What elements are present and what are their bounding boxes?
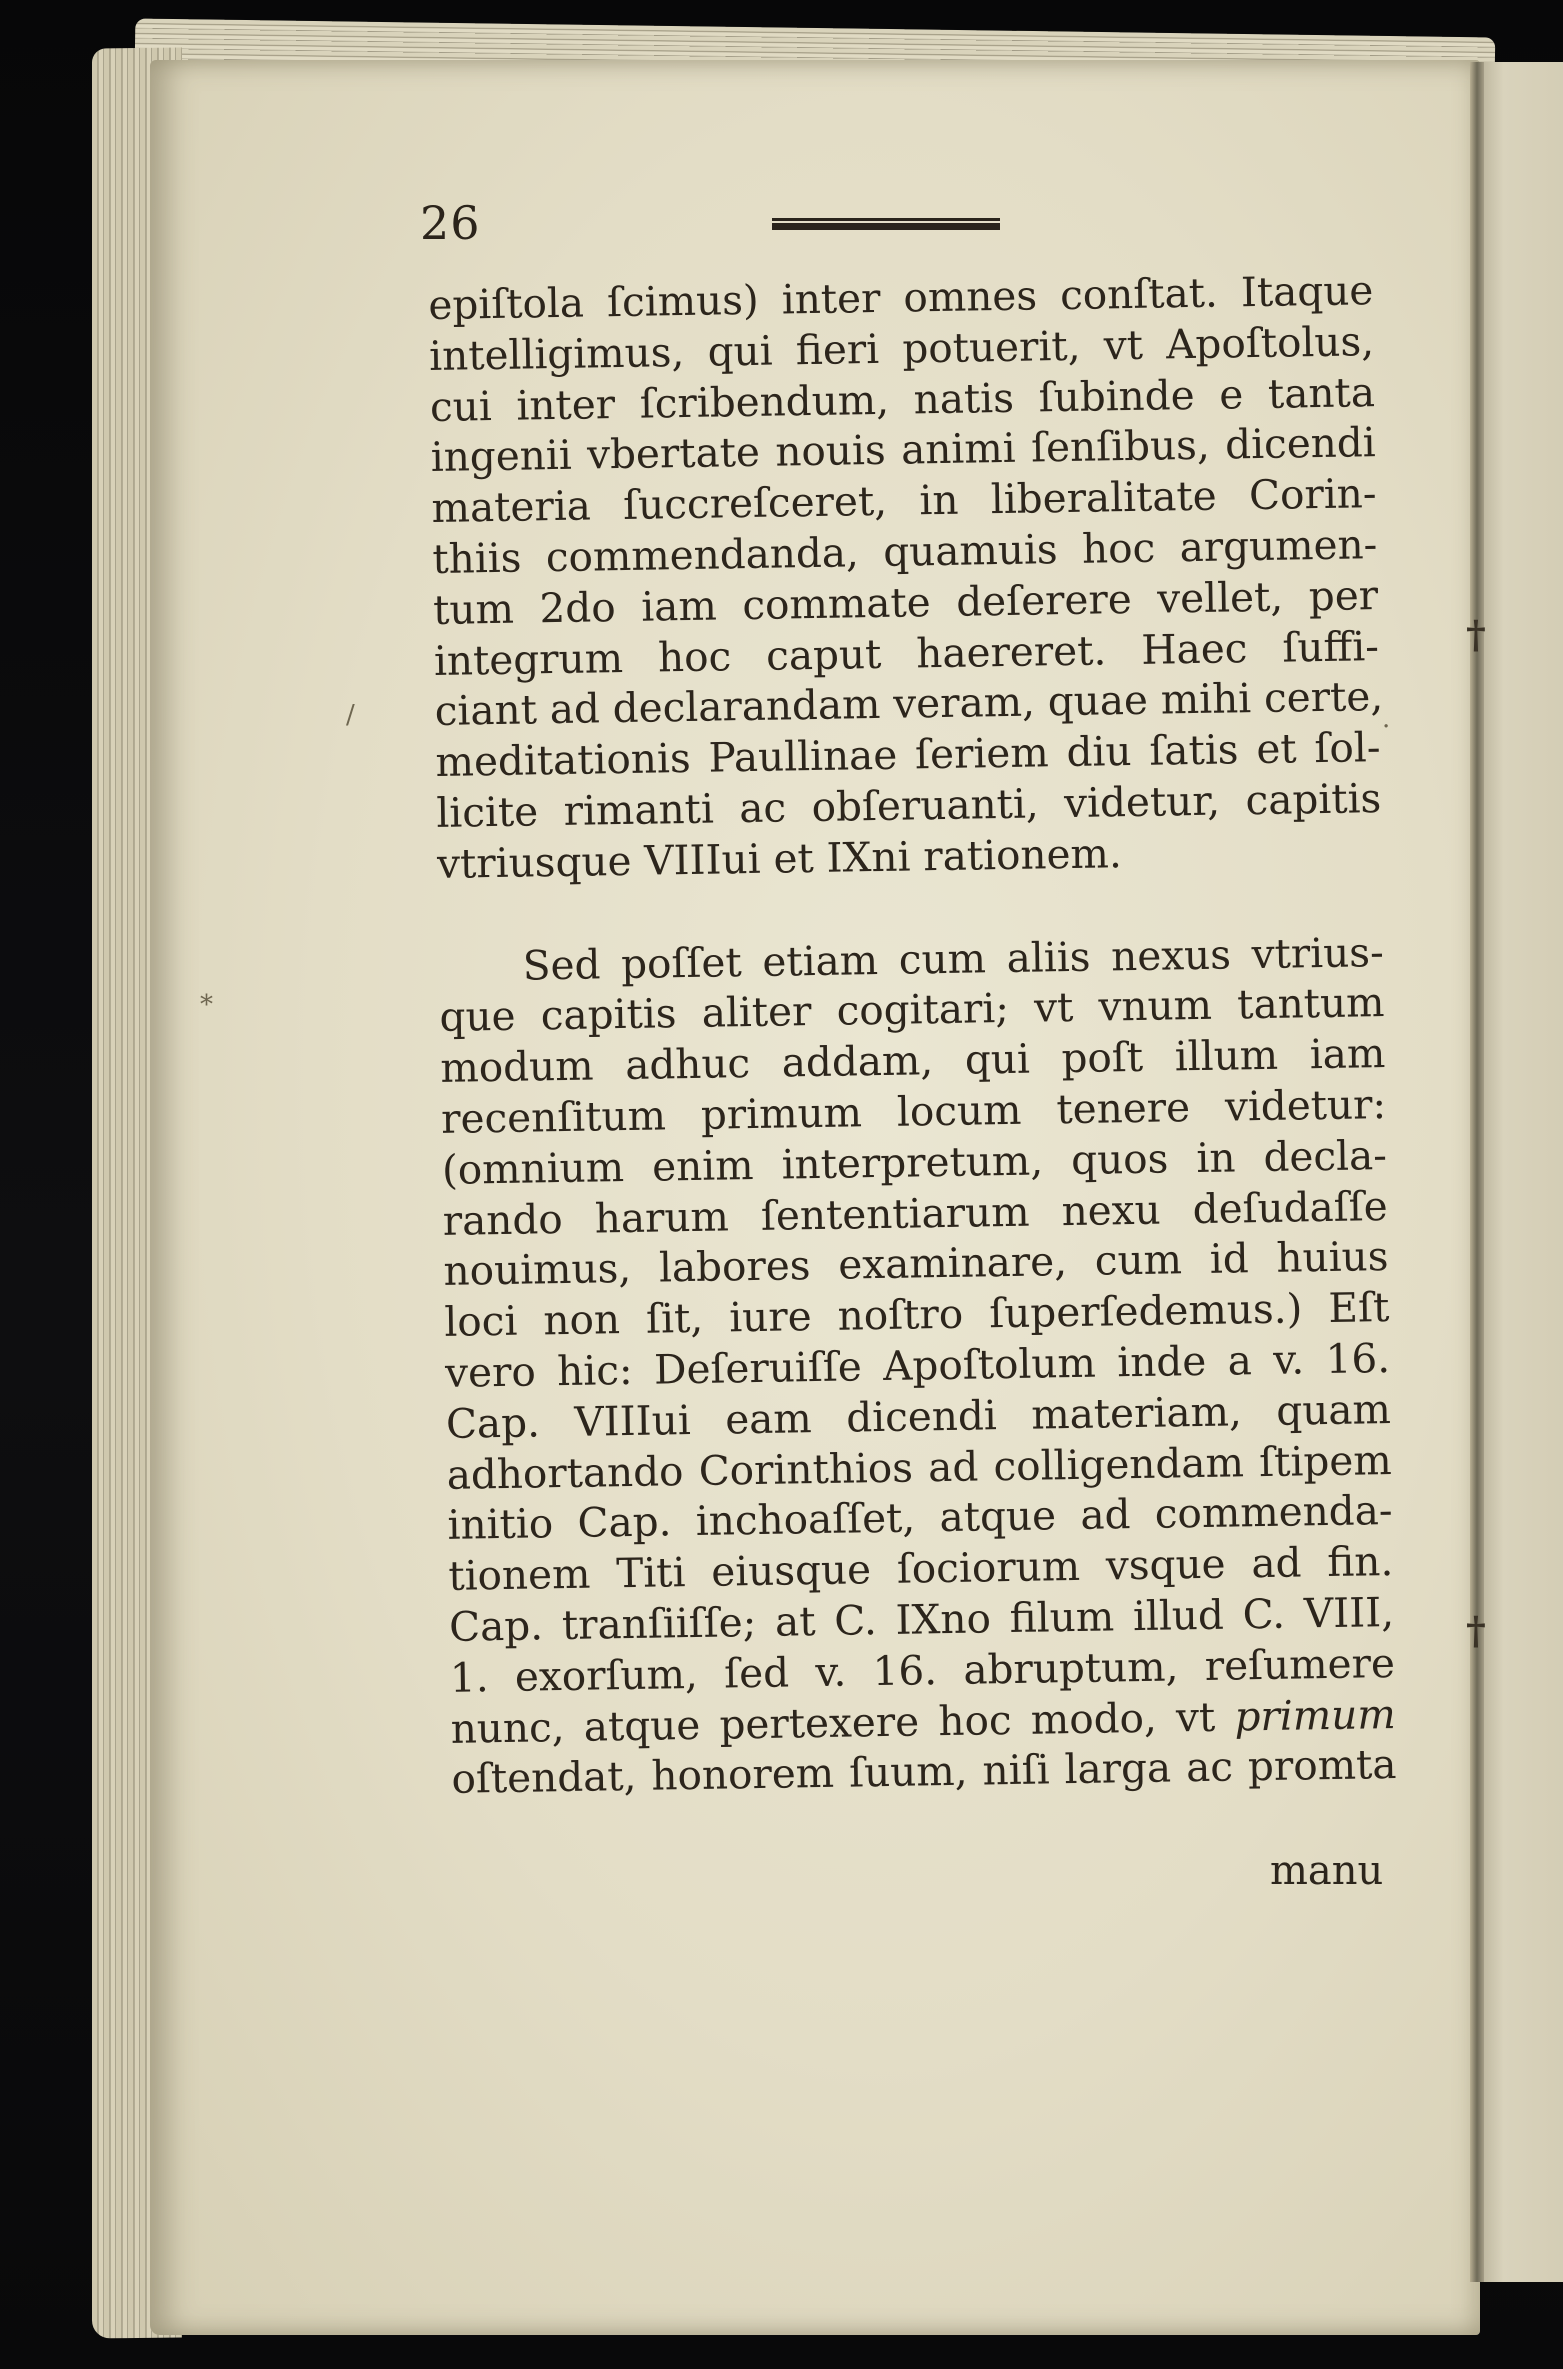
text-line: (omnium enim interpretum, quos in decla- — [441, 1130, 1388, 1194]
header-rule — [772, 218, 1000, 230]
text-line: tionem Titi eiusque ſociorum vsque ad fin. — [447, 1537, 1394, 1600]
body-text — [428, 265, 1397, 1805]
ink-speck: * — [200, 990, 213, 1020]
facing-page-strip — [1478, 62, 1563, 2282]
text-line: recenſitum primum locum tenere videtur: — [440, 1080, 1387, 1143]
text-line: ingenii vbertate nouis animi ſenſibus, dicendi — [430, 418, 1377, 482]
text-line: 1. exorſum, ſed v. 16. abruptum, reſumere — [449, 1638, 1396, 1702]
text-line: Cap. tranſiiſſe; at C. IXno filum illud C. VIII, — [448, 1587, 1395, 1651]
text-line: materia ſuccreſceret, in liberalitate Corin- — [431, 469, 1377, 533]
text-line: nunc, atque pertexere hoc modo, vt primum — [450, 1689, 1397, 1753]
text-line: Sed poſſet etiam cum aliis nexus vtrius- — [522, 927, 1385, 990]
book-gutter — [1470, 62, 1484, 2282]
text-line: intelligimus, qui fieri potuerit, vt Apoſtolus, — [428, 316, 1375, 380]
text-line: licite rimanti ac obſeruanti, videtur, capitis — [435, 774, 1382, 837]
text-line: rando harum ſententiarum nexu deſudaſſe — [442, 1181, 1389, 1245]
text-line: nouimus, labores examinare, cum id huius — [443, 1232, 1389, 1296]
ink-speck: · — [1382, 712, 1391, 742]
text-line: ciant ad declarandam veram, quae mihi certe, — [434, 672, 1384, 736]
gutter-mark: † — [1466, 1608, 1486, 1653]
text-line: thiis commendanda, quamuis hoc argumen- — [432, 520, 1378, 583]
text-line: vero hic: Deſeruiſſe Apoſtolum inde a v. 16. — [444, 1333, 1391, 1397]
text-line: cui inter ſcribendum, natis ſubinde e tanta — [429, 367, 1376, 431]
text-line: que capitis aliter cogitari; vt vnum tantum — [439, 978, 1385, 1042]
paragraph-2 — [438, 927, 1396, 1805]
ink-speck: / — [346, 700, 355, 730]
catchword: manu — [1270, 1848, 1384, 1894]
text-line: tum 2do iam commate deſerere vellet, per — [432, 570, 1379, 634]
page-number: 26 — [420, 196, 481, 250]
paragraph-1 — [428, 265, 1382, 889]
text-line: meditationis Paullinae ſeriem diu ſatis et ſol- — [435, 723, 1381, 787]
text-line: modum adhuc addam, qui poſt illum iam — [440, 1029, 1386, 1093]
text-line: integrum hoc caput haereret. Haec ſuffi- — [433, 621, 1380, 685]
text-line: oſtendat, honorem ſuum, niſi larga ac promta — [451, 1740, 1397, 1804]
text-line: Cap. VIIIui eam dicendi materiam, quam — [445, 1384, 1392, 1448]
emphasis-word: primum — [1234, 1689, 1397, 1741]
gutter-mark: † — [1466, 612, 1486, 657]
text-line: adhortando Corinthios ad colligendam ſtipem — [446, 1435, 1393, 1499]
text-line: epiſtola ſcimus) inter omnes conſtat. Itaque — [428, 266, 1374, 329]
text-line: initio Cap. inchoaſſet, atque ad commenda- — [447, 1486, 1393, 1550]
text-line: vtriusque VIIIui et IXni rationem. — [436, 828, 1123, 888]
text-line: loci non ſit, iure noſtro ſuperſedemus.) Eſt — [443, 1283, 1390, 1347]
